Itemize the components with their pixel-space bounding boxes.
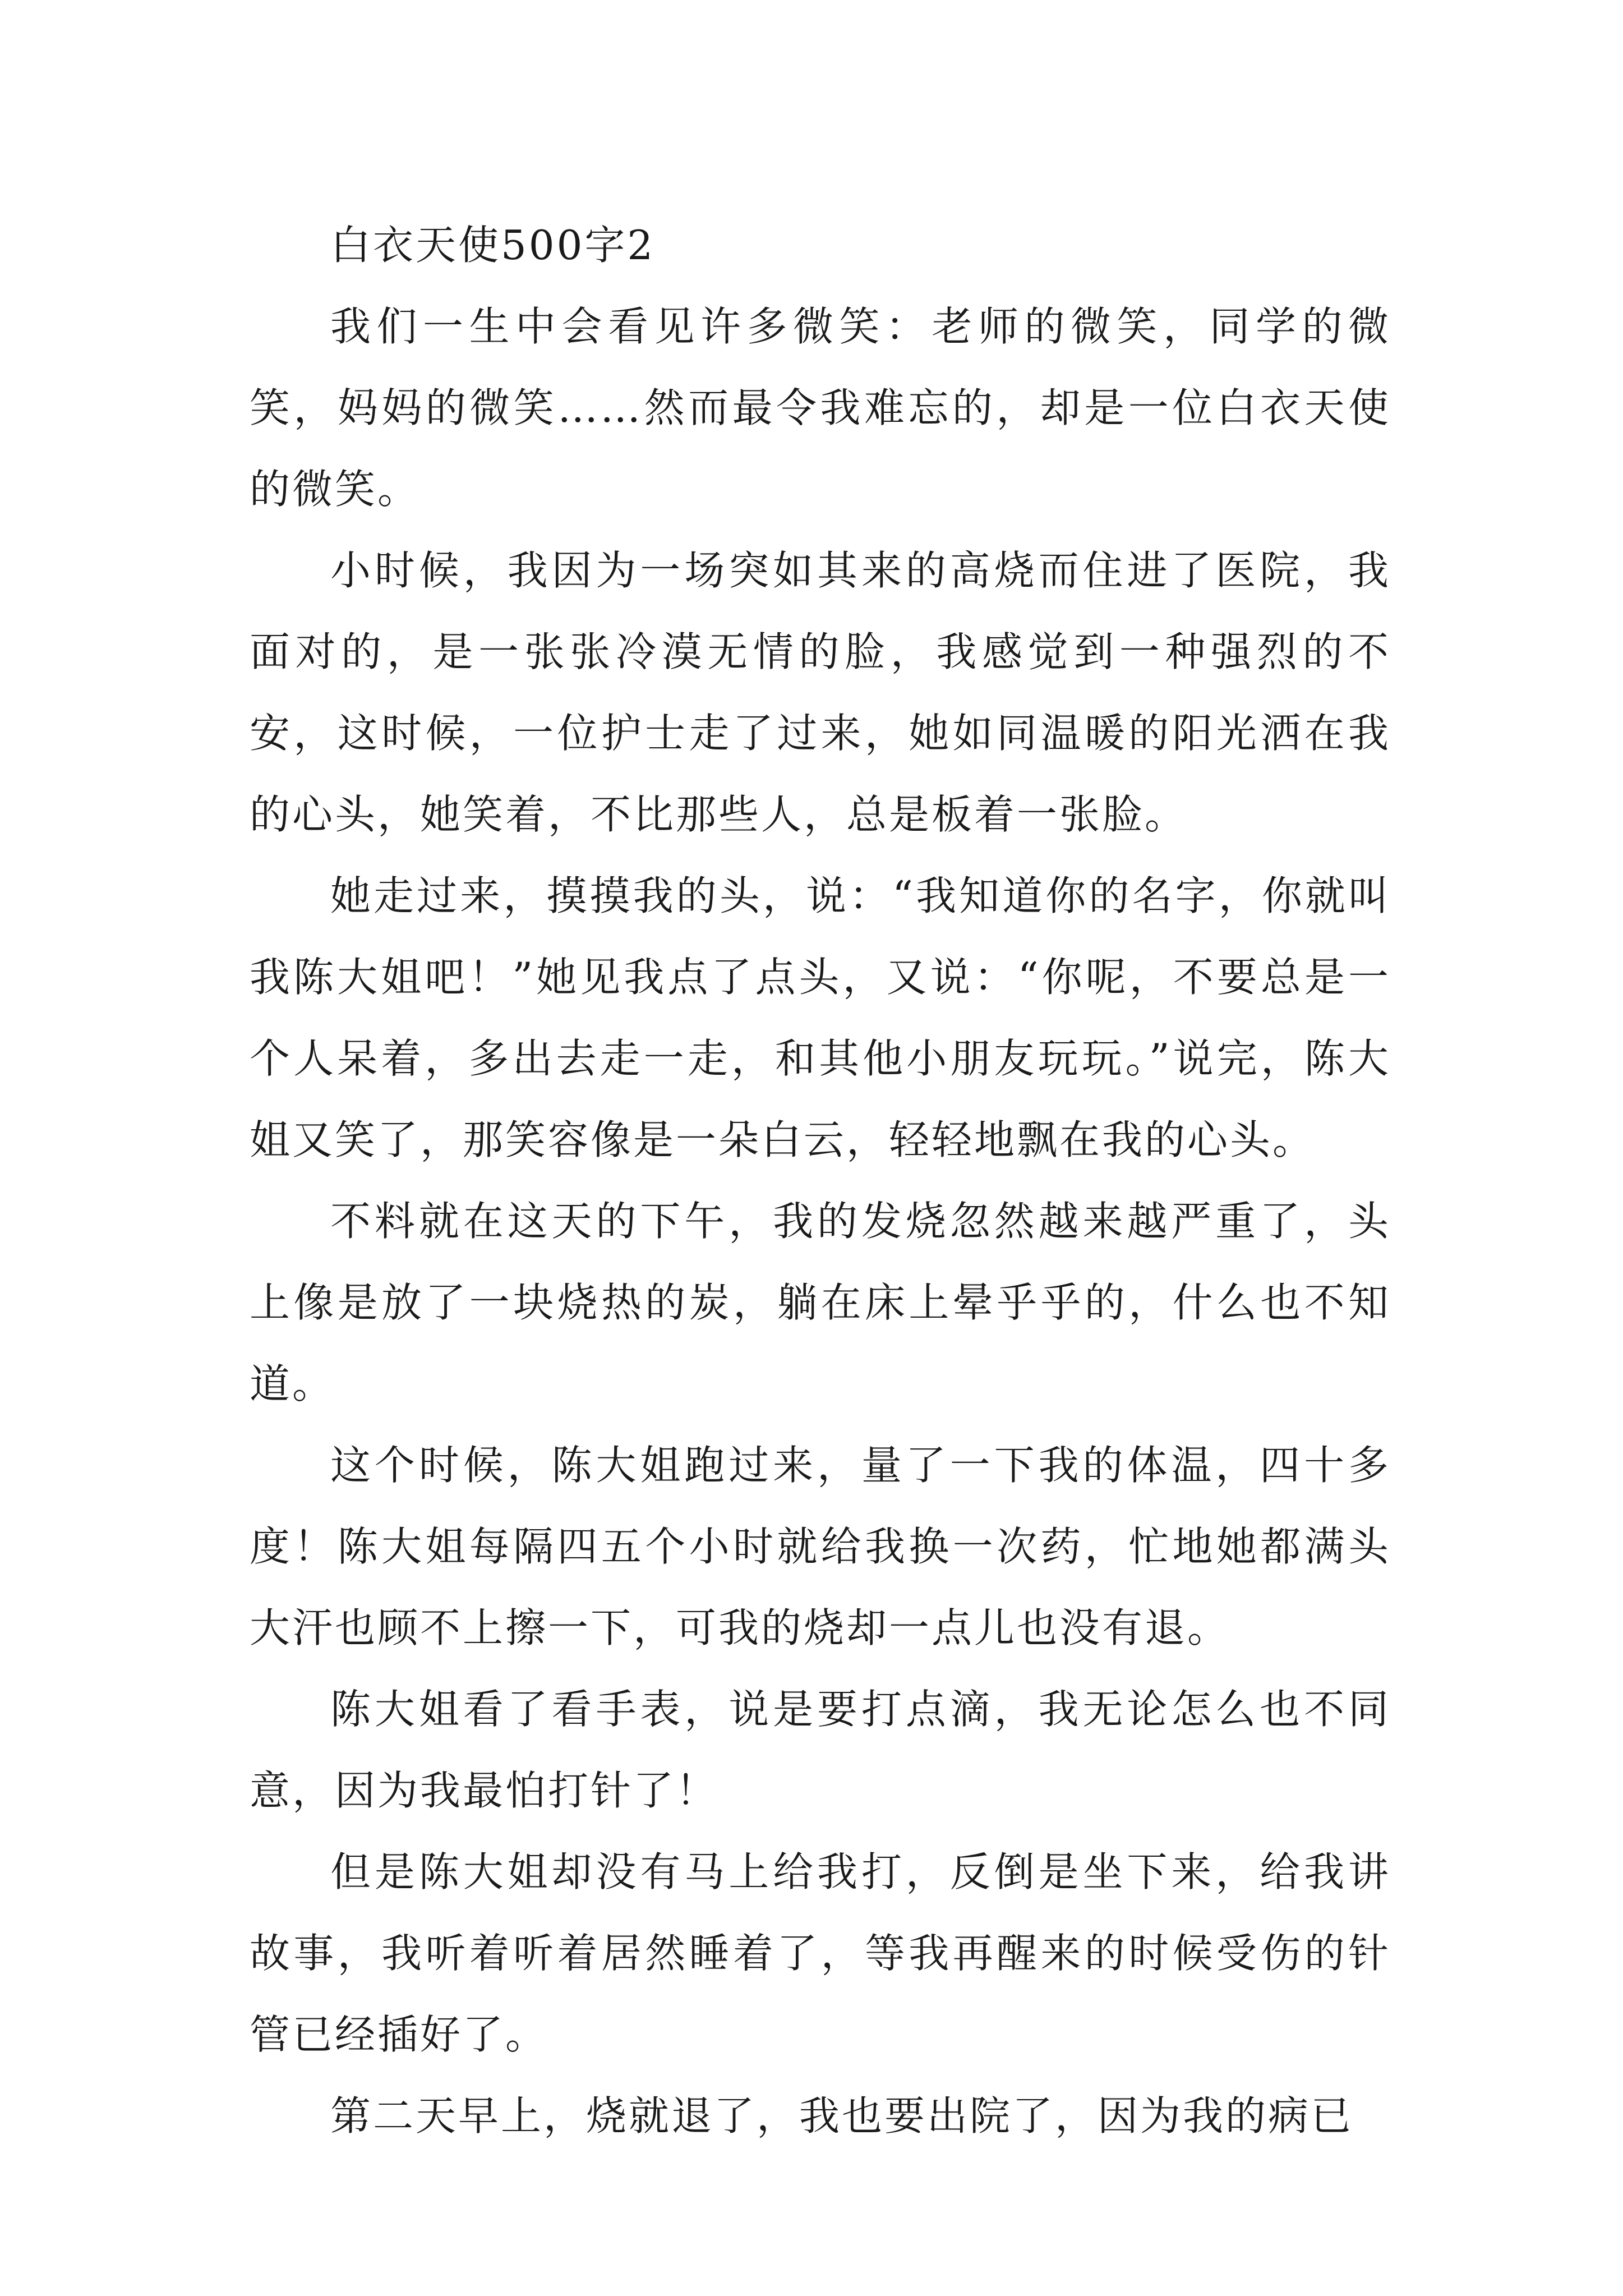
document-body [250, 205, 1391, 2157]
paragraph: 她走过来，摸摸我的头，说：“我知道你的名字，你就叫我陈大姐吧！”她见我点了点头，又说：“你呢，不要总是一个人呆着，多出去走一走，和其他小朋友玩玩。”说完，陈大姐又笑了，那笑容像是一朵白云，轻轻地飘在我的心头。 [250, 872, 1391, 1163]
paragraph: 不料就在这天的下午，我的发烧忽然越来越严重了，头上像是放了一块烧热的炭，躺在床上晕乎乎的，什么也不知道。 [250, 1198, 1391, 1407]
paragraph: 第二天早上，烧就退了，我也要出院了，因为我的病已 [330, 2092, 1354, 2139]
paragraph: 陈大姐看了看手表，说是要打点滴，我无论怎么也不同意，因为我最怕打针了！ [250, 1686, 1391, 1814]
paragraph: 我们一生中会看见许多微笑：老师的微笑，同学的微笑，妈妈的微笑……然而最令我难忘的，却是一位白衣天使的微笑。 [250, 303, 1391, 513]
paragraph: 小时候，我因为一场突如其来的高烧而住进了医院，我面对的，是一张张冷漠无情的脸，我感觉到一种强烈的不安，这时候，一位护士走了过来，她如同温暖的阳光洒在我的心头，她笑着，不比那些人，总是板着一张脸。 [250, 547, 1391, 838]
paragraph: 这个时候，陈大姐跑过来，量了一下我的体温，四十多度！陈大姐每隔四五个小时就给我换一次药，忙地她都满头大汗也顾不上擦一下，可我的烧却一点儿也没有退。 [250, 1442, 1391, 1651]
document-title: 白衣天使500字2 [330, 222, 656, 269]
paragraph: 但是陈大姐却没有马上给我打，反倒是坐下来，给我讲故事，我听着听着居然睡着了，等我再醒来的时候受伤的针管已经插好了。 [250, 1848, 1391, 2058]
